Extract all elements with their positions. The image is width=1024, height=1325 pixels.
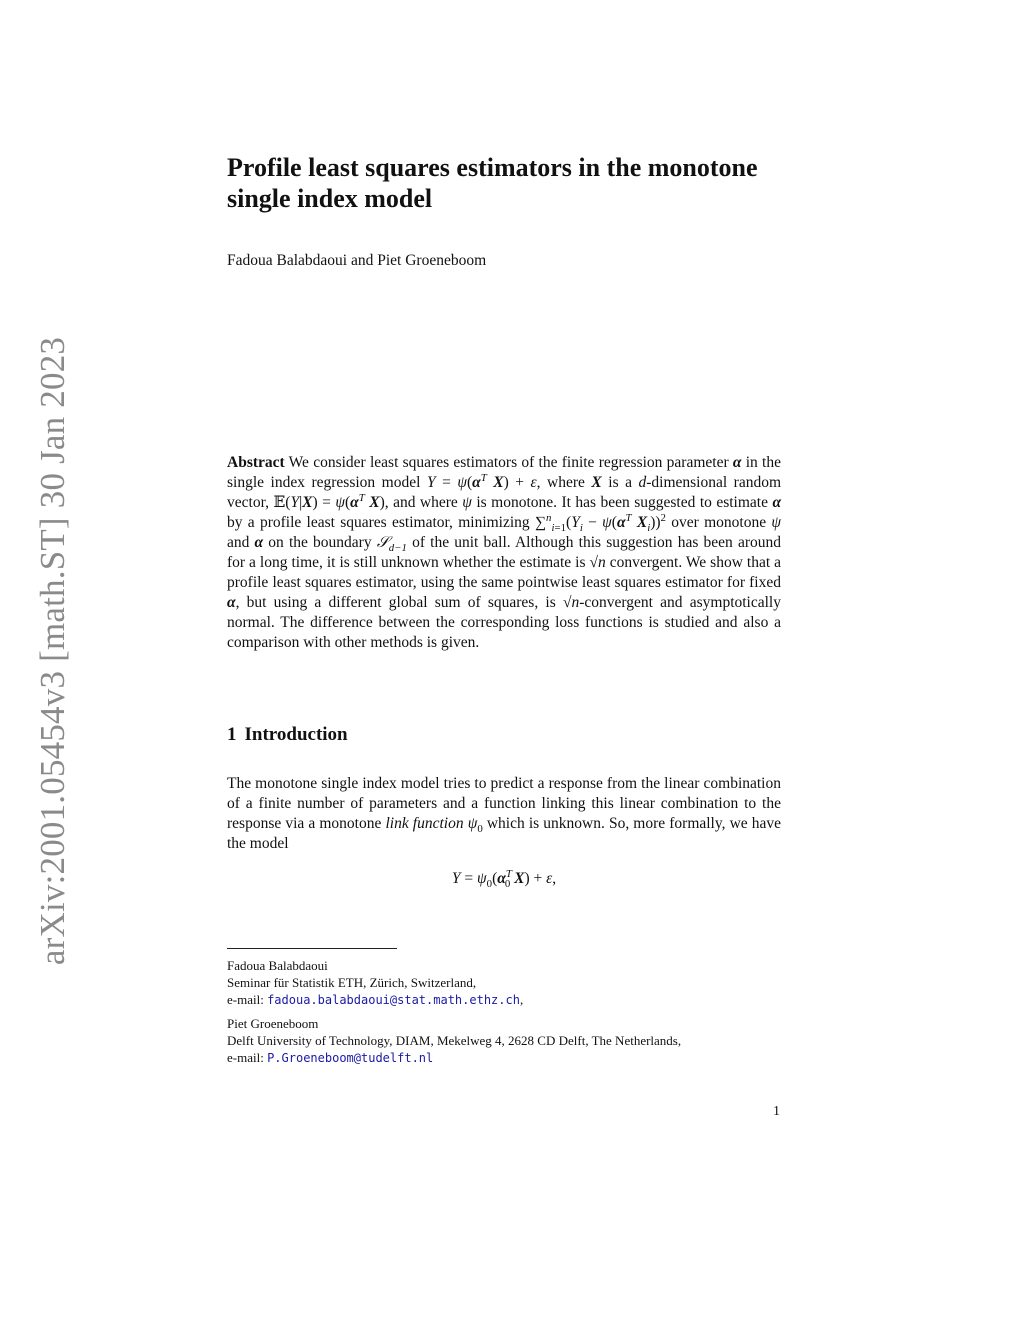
paper-title: Profile least squares estimators in the monotone single index model bbox=[227, 153, 758, 213]
page-number: 1 bbox=[773, 1104, 780, 1119]
section-number: 1 bbox=[227, 724, 237, 745]
footnote-affiliation: Delft University of Technology, DIAM, Mekelweg 4, 2628 CD Delft, The Netherlands, bbox=[227, 1033, 682, 1048]
email-link[interactable]: P.Groeneboom@tudelft.nl bbox=[267, 1051, 434, 1065]
arxiv-identifier: arXiv:2001.05454v3 [math.ST] 30 Jan 2023 bbox=[33, 336, 72, 966]
arxiv-side-stamp bbox=[33, 336, 72, 966]
footnote-email-line: e-mail: fadoua.balabdaoui@stat.math.ethz.ch, bbox=[227, 992, 524, 1007]
link-function-term: link function bbox=[385, 815, 464, 832]
footnote-affiliation: Seminar für Statistik ETH, Zürich, Switzerland, bbox=[227, 975, 477, 990]
footnote-rule bbox=[227, 948, 397, 949]
introduction-paragraph: The monotone single index model tries to predict a response from the linear combination of a finite number of parameters and a function linking this linear combination to the response via a monotone link function $\psi_0$ which is unknown. So, more formally, we have the model bbox=[227, 775, 782, 852]
footnote-author-1 bbox=[227, 957, 787, 1009]
footnote-email-line: e-mail: P.Groeneboom@tudelft.nl bbox=[227, 1050, 434, 1065]
model-equation: $Y = \psi_0(\alpha^T_0$ X) + ε, bbox=[451, 867, 557, 891]
email-link[interactable]: fadoua.balabdaoui@stat.math.ethz.ch bbox=[267, 993, 520, 1007]
footnote-name: Piet Groeneboom bbox=[227, 1016, 319, 1031]
author-footnotes bbox=[227, 957, 787, 1073]
footnote-name: Fadoua Balabdaoui bbox=[227, 958, 328, 973]
footnote-author-2 bbox=[227, 1015, 787, 1067]
abstract-label: Abstract bbox=[227, 454, 285, 471]
abstract: Abstract We consider least squares estimators of the finite regression parameter α in the single index regression model $Y = \psi(\alpha^T$ X) + ε, where X is a d-dimensional random vector, 𝔼(Y|X) = $\psi(\alpha^T$ X), and where ψ is monotone. It has been suggested to estimate α by a profile least squares estimator, minimizing $\sum^n_{i=1}(Y_i - \psi(\alpha^T$ $X_i))^2$ over monotone ψ and α on the boundary 𝒮$_{d-1}$ of the unit ball. Although this suggestion has been around for a long time, it is still unknown whether the estimate is √n convergent. We show that a profile least squares estimator, using the same pointwise least squares estimator for fixed α, but using a different global sum of squares, is √n-convergent and asymptotically normal. The difference between the corresponding loss functions is studied and also a comparison with other methods is given. bbox=[227, 454, 782, 651]
section-heading bbox=[227, 724, 348, 746]
section-title: Introduction bbox=[244, 724, 348, 745]
author-list: Fadoua Balabdaoui and Piet Groeneboom bbox=[227, 252, 487, 269]
